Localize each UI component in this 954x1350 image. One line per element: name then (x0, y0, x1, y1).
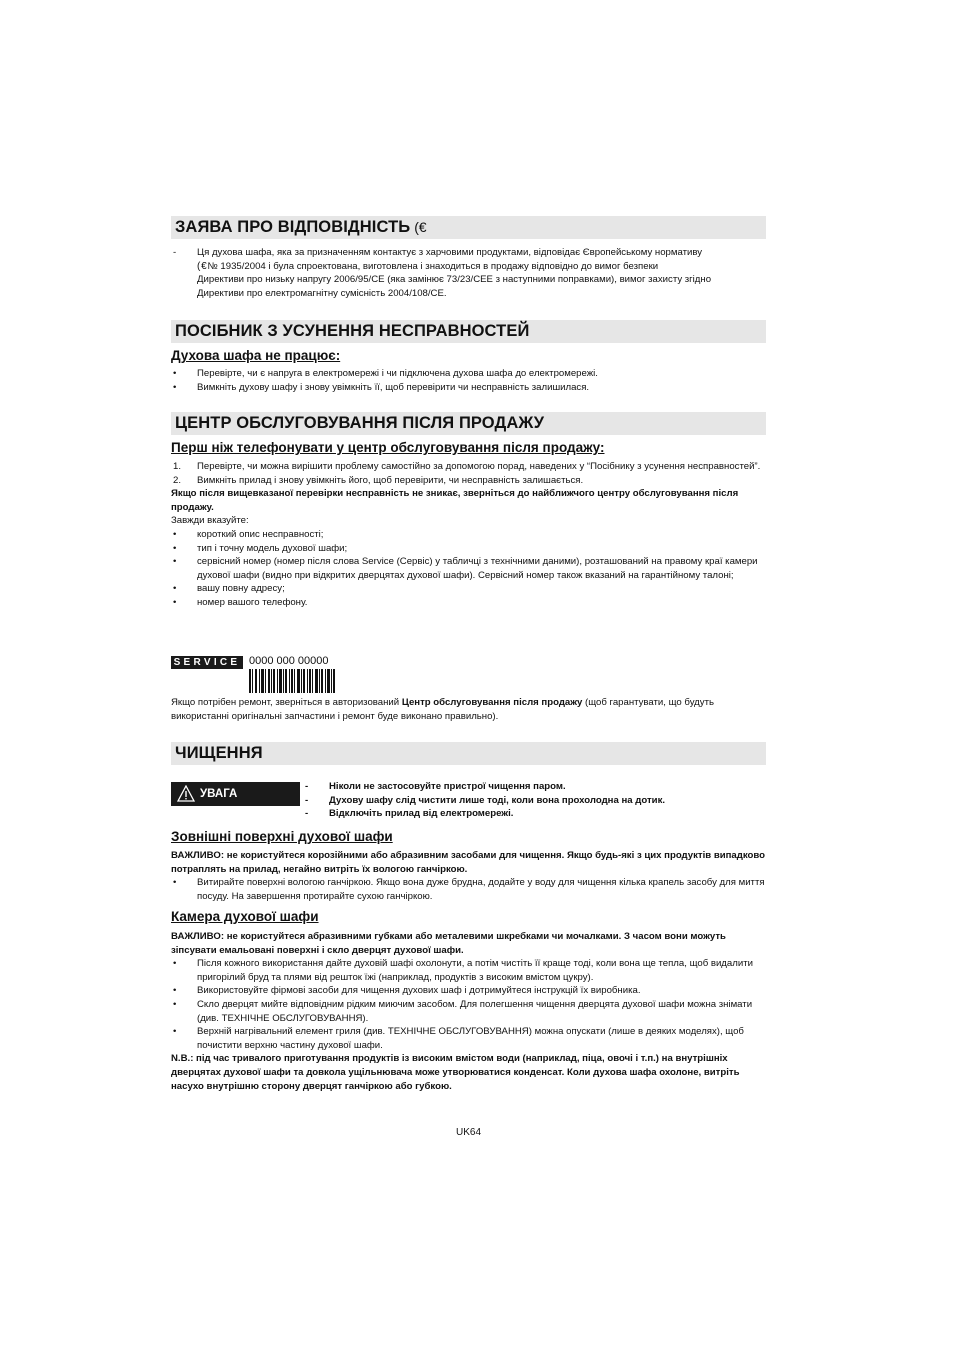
service-heading: ЦЕНТР ОБСЛУГОВУВАННЯ ПІСЛЯ ПРОДАЖУ (171, 412, 766, 435)
declaration-title: ЗАЯВА ПРО ВІДПОВІДНІСТЬ (175, 218, 411, 236)
list-item: 1. Перевірте, чи можна вирішити проблему самостійно за допомогою порад, наведених у “Посібнику з усунення несправностей”. (173, 461, 761, 472)
nb-note: N.B.: під час тривалого приготування продуктів із високим вмістом води (наприклад, піца, овочі і т.п.) на внутрішніх дверцятах духової шафи та довкола ущільнювача може утворюватися конденсат. Коли духова шафа охолоне, витріть насухо внутрішню сторону дверцят ганчіркою або губкою. (171, 1053, 740, 1092)
ce-mark-icon: ( € (414, 219, 425, 235)
list-item: • вашу повну адресу; (173, 583, 285, 595)
cavity-body: ВАЖЛИВО: не користуйтеся абразивними губками або металевими шкребками чи мочалками. З часом вони можуть зіпсувати емальовані поверхні і скло дверцят духової шафи. • Після кожного використання дайте духовій шафі охолонути, а потім чистіть її краще тоді, коли вона ще тепла, щоб видалити пригорілий бруд та плями від решток їжі (наприклад, продуктів з високим вмістом цукру). • Використовуйте фірмові засоби для чищення духових шаф і дотримуйтеся інструкцій їх виробника. • Скло дверцят мийте відповідним рідким миючим засобом. Для полегшення чищення дверцята духової шафи можна знімати (див. ТЕХНІЧНЕ ОБСЛУГОВУВАННЯ). • Верхній нагрівальний елемент гриля (див. ТЕХНІЧНЕ ОБСЛУГОВУВАННЯ) можна опускати (лише в деяких моделях), щоб почистити верхню частину духової шафи. N.B.: під час тривалого приготування продуктів із високим вмістом води (наприклад, піца, овочі і т.п.) на внутрішніх дверцятах духової шафи та довкола ущільнювача може утворюватися конденсат. Коли духова шафа охолоне, витріть насухо внутрішню сторону дверцят ганчіркою або губкою. (171, 930, 766, 1093)
list-item: • тип і точну модель духової шафи; (173, 542, 348, 554)
list-item: • Скло дверцят мийте відповідним рідким миючим засобом. Для полегшення чищення дверцята духової шафи можна знімати (див. ТЕХНІЧНЕ ОБСЛУГОВУВАННЯ). (173, 998, 753, 1024)
warning-list (303, 780, 773, 821)
repair-note: Якщо потрібен ремонт, зверніться в авторизований Центр обслуговування після продажу (щоб гарантувати, що будуть використанні оригінальні запчастини і ремонт буде виконано правильно). (171, 697, 714, 722)
page-number: UK64 (456, 1127, 482, 1138)
list-item: - Відключіть прилад від електромережі. (305, 808, 514, 820)
service-body (171, 460, 766, 610)
warning-badge (171, 782, 300, 806)
cleaning-heading: ЧИЩЕННЯ (171, 742, 766, 765)
cavity-subtitle: Камера духової шафи (171, 909, 319, 924)
troubleshooting-subtitle: Духова шафа не працює: (171, 348, 341, 363)
ce-mark-small-icon: ( € (197, 260, 208, 272)
list-item: - Духову шафу слід чистити лише тоді, коли вона прохолодна на дотик. (305, 794, 666, 806)
service-label-badge: SERVICE (171, 656, 243, 669)
list-item: • Вимкніть духову шафу і знову увімкніть її, щоб перевірити чи несправність залишилася. (173, 381, 590, 393)
list-item: • Витирайте поверхні вологою ганчіркою. Якщо вона дуже брудна, додайте у воду для чищення кілька крапель засобу для миття посуду. На завершення протирайте сухою ганчіркою. (173, 877, 765, 902)
exterior-subtitle: Зовнішні поверхні духової шафи (171, 829, 393, 844)
service-number: 0000 000 00000 (249, 655, 329, 667)
exterior-body: ВАЖЛИВО: не користуйтеся корозійними або абразивним засобами для чищення. Якщо будь-які з цих продуктів випадково потраплять на прилад, негайно витріть їх вологою ганчіркою. • Витирайте поверхні вологою ганчіркою. Якщо вона дуже брудна, додайте у воду для чищення кілька крапель засобу для миття посуду. На завершення протирайте сухою ганчіркою. (171, 850, 766, 902)
service-bold-note: Якщо після вищевказаної перевірки несправність не зникає, зверніться до найближчого центру обслуговування після продажу. (171, 488, 739, 513)
service-subtitle: Перш ніж телефонувати у центр обслуговування після продажу: (171, 440, 605, 455)
troubleshooting-list (171, 367, 766, 394)
barcode-icon (249, 669, 335, 693)
list-item: • короткий опис несправності; (173, 528, 324, 540)
list-item: • Використовуйте фірмові засоби для чищення духових шаф і дотримуйтеся інструкцій їх виробника. (173, 985, 641, 997)
list-item: 2. Вимкніть прилад і знову увімкніть його, щоб перевірити, чи несправність залишається. (173, 474, 584, 486)
list-item: • Верхній нагрівальний елемент гриля (див. ТЕХНІЧНЕ ОБСЛУГОВУВАННЯ) можна опускати (лише в деяких моделях), щоб почистити верхню частину духової шафи. (173, 1026, 744, 1051)
list-item: • номер вашого телефону. (173, 596, 308, 608)
always-label: Завжди вказуйте: (171, 515, 249, 527)
declaration-heading (171, 216, 766, 239)
list-item: • Перевірте, чи є напруга в електромережі і чи підключена духова шафа до електромережі. (173, 368, 598, 379)
warning-label: УВАГА (200, 788, 238, 800)
troubleshooting-heading: ПОСІБНИК З УСУНЕННЯ НЕСПРАВНОСТЕЙ (171, 320, 766, 343)
list-item: • Після кожного використання дайте духовій шафі охолонути, а потім чистіть її краще тоді, коли вона ще тепла, щоб видалити пригорілий бруд та плями від решток їжі (наприклад, продуктів з високим вмістом цукру). (173, 958, 753, 983)
warning-icon (177, 785, 195, 802)
list-item: • сервісний номер (номер після слова Service (Сервіс) у табличці з технічними даними), розташований на правому краї камери духової шафи (видно при відкритих дверцятах духової шафи). Сервісний номер також вказаний на гарантійному талоні; (173, 556, 758, 581)
declaration-text: - Ця духова шафа, яка за призначенням контактує з харчовими продуктами, відповідає Європейському нормативу ( € № 1935/2004 і була спроектована, виготовлена і знаходиться в продажу відповідно до вимог безпеки Директиви про низьку напругу 2006/95/CE (яка замінює 73/23/CEE з наступними поправками), вимог захисту згідно Директиви про електромагнітну сумісність 2004/108/CE. (173, 247, 712, 299)
list-item: - Ніколи не застосовуйте пристрої чищення паром. (305, 781, 566, 792)
